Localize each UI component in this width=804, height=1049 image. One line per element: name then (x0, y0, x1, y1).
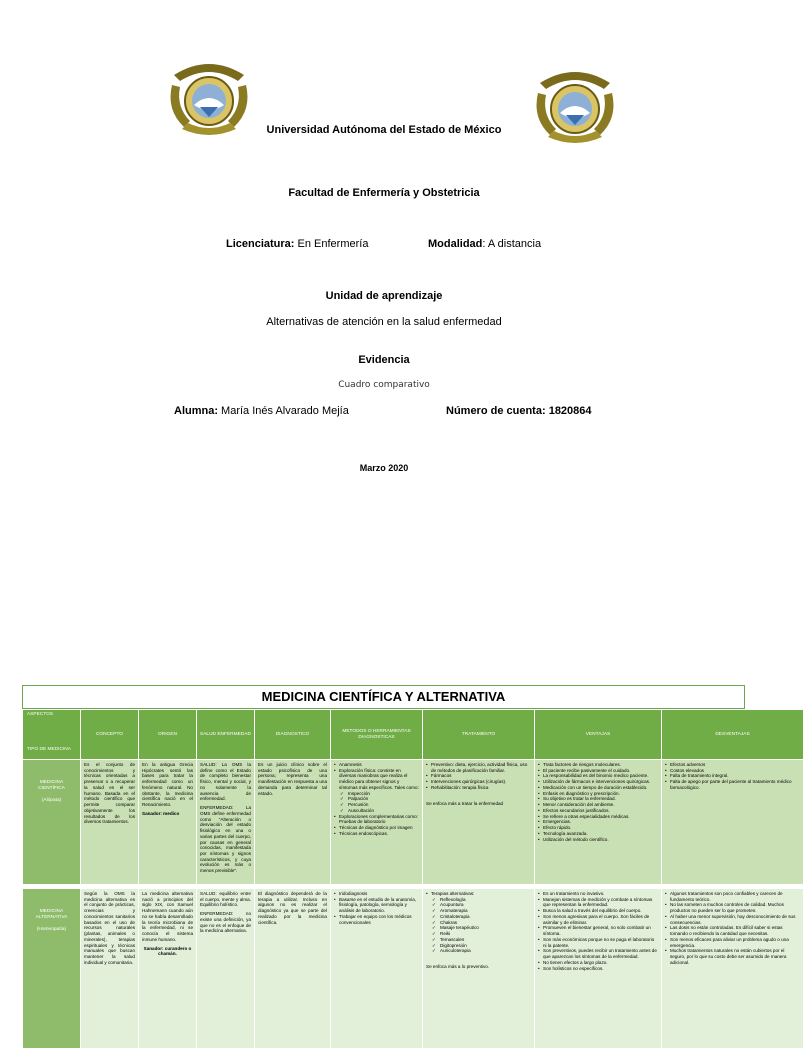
list-item: • Técnicas endoscópicas. (334, 831, 419, 837)
list-item: • El paciente recibe pasivamente el cuidado. (538, 768, 658, 774)
cell-tratamiento (423, 889, 535, 1049)
cell-text: Es un juicio clínico sobre el estado psicofísico de una persona; representa una manifestación en respuesta a una demanda para determinar tal estado. (258, 762, 327, 796)
bullet-list (334, 762, 419, 791)
list-item: • Enfasis en diagnóstico y prescripción. (538, 791, 658, 797)
degree-line (226, 238, 368, 250)
list-item: • Muchos tratamientos naturales no están cubiertos por el seguro, por lo que su costo debe ser asumido de manera adicional. (665, 948, 800, 965)
cell-text: Sanador: medico (142, 810, 180, 816)
list-item: • Son más económicas porque no se paga el laboratorio ni la patente. (538, 937, 658, 948)
list-item: ✓ Auriculoterapia (426, 948, 531, 954)
list-item: ✓ Palpación (334, 796, 419, 802)
list-item: • Fármacos (426, 773, 531, 779)
list-item: • Técnicas de diagnóstico por imagen (334, 825, 419, 831)
list-item: • Exploraciones complementarias como: Pruebas de laboratorio (334, 814, 419, 825)
list-item: • Iridodiagnosis (334, 891, 419, 897)
student-line (174, 405, 349, 417)
bullet-list (334, 891, 419, 925)
bullet-list (665, 891, 800, 966)
cell-text: La medicina alternativa nació a principios del siglo XIX, con Samuel Hahnemann cuando aún no se había desarrollado la teoría microbiana de la enfermedad, ni se conocía el sistema inmune humano. (142, 891, 193, 942)
cell-diagnostico (255, 760, 331, 885)
list-item: • Utilización del método científico. (538, 837, 658, 843)
list-item: • Utilización de fármacos e intervenciones quirúrgicas. (538, 779, 658, 785)
date: Marzo 2020 (359, 463, 409, 473)
cell-desventajas (662, 889, 804, 1049)
cell-salud (197, 760, 255, 885)
list-item: • Trabajar en equipo con los médicos convencionales (334, 914, 419, 925)
list-item: • Rehabilitación: terapia física (426, 785, 531, 791)
list-item: • Anamnesis (334, 762, 419, 768)
cell-tratamiento (423, 760, 535, 885)
list-item: • Promueven el bienestar general, no solo combatir un síntoma. (538, 925, 658, 936)
list-item: • Preventivo: dieta, ejercicio, actividad física, uso de métodos de planificación familiar. (426, 762, 531, 773)
list-item: • Falta de tratamiento integral. (665, 773, 800, 779)
header-diagnostico: DIAGNOSTICO (255, 710, 331, 760)
list-item: • Algunos tratamientos son poco confiables y carecen de fundamento teórico. (665, 891, 800, 902)
degree-value: En Enfermería (294, 238, 369, 250)
cell-text: SALUD: La OMS la define como el Estado de completo bienestar físico, mental y social, y no solamente la ausencia de enfermedad. (200, 762, 251, 802)
list-item: ✓ Digitopresión (426, 943, 531, 949)
list-item: ✓ Reflexología (426, 897, 531, 903)
list-item: • Medicación con un tiempo de duración establecido. (538, 785, 658, 791)
row-header-cientifica (23, 760, 81, 885)
cell-text: En la antigua Grecia Hipócrates sentó las bases para tratar la enfermedad como un fenómeno natural. No obstante, la medicina científica nació en el Renacimiento. (142, 762, 193, 808)
cell-concepto (81, 889, 139, 1049)
header-salud: SALUD ENFERMEDAD (197, 710, 255, 760)
list-item: • Intervenciones quirúrgicas (cirugías). (426, 779, 531, 785)
table-row (23, 889, 804, 1049)
list-item: • Las dosis no están controladas. Es difícil saber si estas tomando o recibiendo la cantidad que necesitas. (665, 925, 800, 936)
list-item: • Basarse en el estudio de la anatomía, fisiología, patología, semiología y análisis de laboratorio. (334, 897, 419, 914)
list-item: • La responsabilidad es del binomio medico paciente. (538, 773, 658, 779)
list-item: ✓ Cristaloterapia (426, 914, 531, 920)
row-subname: (Alópata) (41, 797, 62, 803)
bullet-list (538, 762, 658, 842)
list-item: • Trata factores de riesgos moleculares. (538, 762, 658, 768)
cell-text: Según la OMS la medicina alternativa es el conjunto de prácticas, creencias y conocimientos sanitarios basados en el uso de recursos naturales (plantas, animales o minerales), terapias espirituales y técnicas manuales que buscan mantener la salud individual y comunitaria. (84, 891, 135, 965)
mode-label: Modalidad (428, 238, 483, 250)
evidence-label: Evidencia (358, 354, 410, 366)
list-item: • Manejan sistemas de medición y combate a síntomas que representan la enfermedad. (538, 897, 658, 908)
unit-label: Unidad de aprendizaje (325, 290, 443, 302)
cell-note: Se enfoca más a lo preventivo. (426, 964, 490, 970)
cell-desventajas (662, 760, 804, 885)
cell-diagnostico (255, 889, 331, 1049)
row-name: MEDICINA ALTERNATIVA (35, 909, 68, 920)
list-item: ✓ Percusión (334, 802, 419, 808)
header-desventajas: DESVENTAJAS (662, 710, 804, 760)
cell-metodos (331, 889, 423, 1049)
table-row (23, 760, 804, 885)
list-item: • Terapias alternativas: (426, 891, 531, 897)
list-item: • Son holísticos no específicos. (538, 966, 658, 972)
cell-concepto (81, 760, 139, 885)
list-item: ✓ Masaje terapéutico (426, 925, 531, 931)
mode-line (428, 238, 541, 250)
list-item: • Son menos eficaces para aliviar un problema agudo o una emergencia. (665, 937, 800, 948)
cell-metodos (331, 760, 423, 885)
cell-origen (139, 760, 197, 885)
check-list (426, 897, 531, 954)
row-header-alternativa (23, 889, 81, 1049)
account-label: Número de cuenta: (446, 405, 546, 417)
header-concepto: CONCEPTO (81, 710, 139, 760)
header-origen: ORIGEN (139, 710, 197, 760)
cell-text: El diagnóstico dependerá de la terapia a utilizar. Incluso en algunos no es realizar el diagnóstico ya que se parte del realizado por la medicina científica. (258, 891, 327, 925)
list-item: • Falta de apego por parte del paciente al tratamiento médico farmacológico. (665, 779, 800, 790)
list-item: ✓ Reiki (426, 931, 531, 937)
list-item: • Se refiere a otras especialidades médicas. (538, 814, 658, 820)
header-metodos: METODOS O HERRAMIENTAS DIAGNOSTICAS (331, 710, 423, 760)
list-item: • Emergencias. (538, 819, 658, 825)
corner-aspectos: ASPECTOS (27, 712, 54, 717)
university-name: Universidad Autónoma del Estado de México (266, 124, 502, 136)
list-item: • Son preventivos, puedes recibir un tratamiento antes de que aparezcan los síntomas de la enfermedad. (538, 948, 658, 959)
list-item: ✓ Inspección (334, 791, 419, 797)
bullet-list (538, 891, 658, 971)
student-label: Alumna: (174, 405, 218, 417)
header-tratamiento: TRATAMIENTO (423, 710, 535, 760)
table-title: MEDICINA CIENTÍFICA Y ALTERNATIVA (22, 685, 745, 709)
list-item: • Es un tratamiento no invasivo. (538, 891, 658, 897)
cell-text: Sanador: curandero o chamán. (143, 945, 192, 957)
list-item: • Efectos adversos (665, 762, 800, 768)
cell-text: Es el conjunto de conocimientos y técnicas orientadas a preservar o a recuperar la salud en el ser humano. Basada en el método científico que permite comparar objetivamente los resultados de los diversos tratamientos. (84, 762, 135, 825)
student-value: María Inés Alvarado Mejía (218, 405, 349, 417)
check-list (334, 791, 419, 814)
list-item: ✓ Acupuntura (426, 902, 531, 908)
bullet-list (665, 762, 800, 791)
evidence-value: Cuadro comparativo (338, 380, 430, 390)
cell-text: ENFERMEDAD: La OMS define enfermedad como "Alteración o desviación del estado fisiológico en una o varias partes del cuerpo, por causas en general conocidas, manifestada por síntomas y signos característicos, y cuya evolución es más o menos previsible". (200, 805, 251, 874)
account-value: 1820864 (545, 405, 592, 417)
faculty-name: Facultad de Enfermería y Obstetricia (288, 187, 480, 199)
cell-salud (197, 889, 255, 1049)
degree-label: Licenciatura: (226, 238, 295, 250)
list-item: • Su objetivo es tratar la enfermedad. (538, 796, 658, 802)
list-item: • No tienen efectos a largo plazo. (538, 960, 658, 966)
list-item: ✓ Auscultación (334, 808, 419, 814)
list-item: • Tecnología avanzada. (538, 831, 658, 837)
list-item: • Costos elevados (665, 768, 800, 774)
cell-origen (139, 889, 197, 1049)
list-item: • Efectos secundarios justificados. (538, 808, 658, 814)
cell-ventajas (535, 889, 662, 1049)
cell-text: SALUD: equilibrio entre el cuerpo, mente y alma. Equilibrio holístico. (200, 891, 251, 908)
list-item: • Exploración física: consiste en diversas maniobras que realiza el médico para obtener signos y síntomas más específicos. Tales como: (334, 768, 419, 791)
account-line (446, 405, 592, 417)
list-item: ✓ Chakras (426, 920, 531, 926)
cell-text: ENFERMEDAD: no existe una definición, ya que no es el enfoque de la medicina alternativa. (200, 911, 251, 934)
header-ventajas: VENTAJAS (535, 710, 662, 760)
corner-tipo: TIPO DE MEDICINA (27, 747, 71, 753)
unit-value: Alternativas de atención en la salud enfermedad (266, 316, 502, 328)
row-subname: (Homeopatía) (36, 926, 67, 932)
table-corner (23, 710, 81, 760)
list-item: • Efecto rápido. (538, 825, 658, 831)
list-item: ✓ Temascales (426, 937, 531, 943)
list-item: • Son menos agresivas para el cuerpo. Son fáciles de asimilar y de eliminar. (538, 914, 658, 925)
bullet-list (426, 762, 531, 791)
comparison-table-section (22, 685, 796, 1024)
list-item: • Al haber una menor supervisión, hay desconocimiento de sus consecuencias. (665, 914, 800, 925)
list-item: • No las someten a muchos controles de calidad. Muchos productos no pueden ser lo que prometen. (665, 902, 800, 913)
row-name: MEDICINA CIENTÍFICA (38, 780, 65, 791)
list-item: ✓ Aromaterapia (426, 908, 531, 914)
comparison-table (22, 709, 804, 1049)
cell-ventajas (535, 760, 662, 885)
mode-value: : A distancia (482, 238, 542, 250)
list-item: • Busca la salud a través del equilibrio del cuerpo. (538, 908, 658, 914)
cell-note: Se enfoca más a tratar la enfermedad (426, 800, 504, 806)
list-item: • Menor consideración del ambiente. (538, 802, 658, 808)
bullet-list (334, 814, 419, 837)
